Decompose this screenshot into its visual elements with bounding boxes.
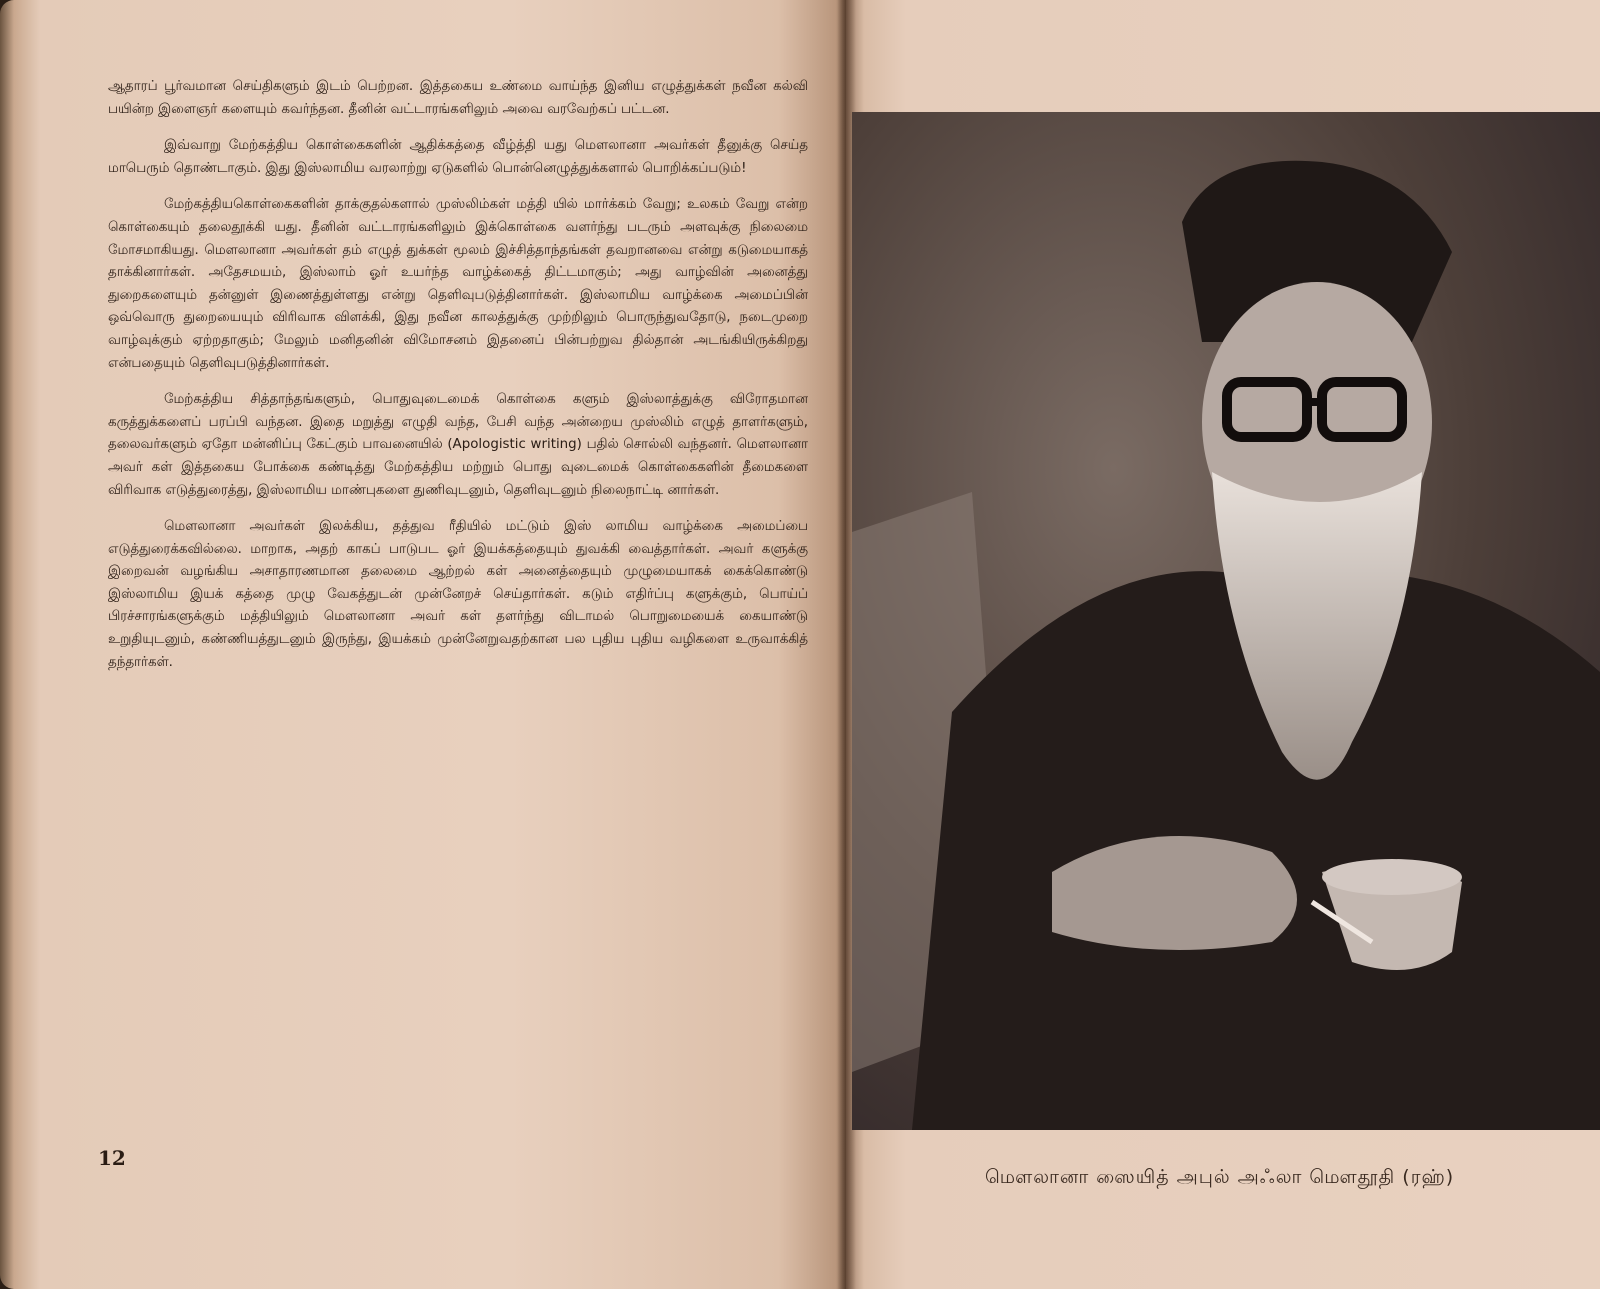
body-text	[108, 76, 808, 688]
paragraph-4: மேற்கத்திய சித்தாந்தங்களும், பொதுவுடைமைக் கொள்கை களும் இஸ்லாத்துக்கு விரோதமான கருத்துக்களைப் பரப்பி வந்தன. இதை மறுத்து எழுதி வந்த, பேசி வந்த அன்றைய முஸ்லிம் எழுத் தாளர்களும், தலைவர்களும் ஏதோ மன்னிப்பு கேட்கும் பாவனையில் (Apologistic writing) பதில் சொல்லி வந்தனர். மௌலானா அவர் கள் இத்தகைய போக்கை கண்டித்து மேற்கத்திய மற்றும் பொது வுடைமைக் கொள்கைகளின் தீமைகளை விரிவாக எடுத்துரைத்து, இஸ்லாமிய மாண்புகளை துணிவுடனும், தெளிவுடனும் நிலைநாட்டி னார்கள்.	[108, 392, 808, 498]
portrait-photo	[852, 112, 1600, 1130]
photo-caption: மௌலானா ஸையித் அபுல் அஃலா மௌதூதி (ரஹ்)	[985, 1166, 1455, 1188]
paragraph-1: ஆதாரப் பூர்வமான செய்திகளும் இடம் பெற்றன. இத்தகைய உண்மை வாய்ந்த இனிய எழுத்துக்கள் நவீன கல்வி பயின்ற இளைஞர் களையும் கவர்ந்தன. தீனின் வட்டாரங்களிலும் அவை வரவேற்கப் பட்டன.	[108, 79, 808, 117]
paragraph-3: மேற்கத்தியகொள்கைகளின் தாக்குதல்களால் முஸ்லிம்கள் மத்தி யில் மார்க்கம் வேறு; உலகம் வேறு என்ற கொள்கையும் தலைதூக்கி யது. தீனின் வட்டாரங்களிலும் இக்கொள்கை வளர்ந்து படரும் அளவுக்கு நிலைமை மோசமாகியது. மௌலானா அவர்கள் தம் எழுத் துக்கள் மூலம் இச்சித்தாந்தங்கள் தவறானவை என்று கடுமையாகத் தாக்கினார்கள். அதேசமயம், இஸ்லாம் ஓர் உயர்ந்த வாழ்க்கைத் திட்டமாகும்; அது வாழ்வின் அனைத்து துறைகளையும் தன்னுள் இணைத்துள்ளது என்று தெளிவுபடுத்தினார்கள். இஸ்லாமிய வாழ்க்கை அமைப்பின் ஒவ்வொரு துறையையும் விரிவாக விளக்கி, இது நவீன காலத்துக்கு முற்றிலும் பொருந்துவதோடு, நடைமுறை வாழ்வுக்கும் ஏற்றதாகும்; மேலும் மனிதனின் விமோசனம் இதனைப் பின்பற்றுவ தில்தான் அடங்கியிருக்கிறது என்பதையும் தெளிவுபடுத்தினார்கள்.	[108, 197, 808, 371]
portrait-photo-image	[852, 112, 1600, 1130]
page-number: 12	[98, 1146, 126, 1170]
paragraph-5: மௌலானா அவர்கள் இலக்கிய, தத்துவ ரீதியில் மட்டும் இஸ் லாமிய வாழ்க்கை அமைப்பை எடுத்துரைக்கவில்லை. மாறாக, அதற் காகப் பாடுபட ஓர் இயக்கத்தையும் துவக்கி வைத்தார்கள். அவர் களுக்கு இறைவன் வழங்கிய அசாதாரணமான தலைமை ஆற்றல் கள் அனைத்தையும் முழுமையாகக் கைக்கொண்டு இஸ்லாமிய இயக் கத்தை முழு வேகத்துடன் முன்னேறச் செய்தார்கள். கடும் எதிர்ப்பு களுக்கும், பொய்ப் பிரச்சாரங்களுக்கும் மத்தியிலும் மௌலானா அவர் கள் தளர்ந்து விடாமல் பொறுமையைக் கையாண்டு உறுதியுடனும், கண்ணியத்துடனும் இருந்து, இயக்கம் முன்னேறுவதற்கான பல புதிய புதிய வழிகளை உருவாக்கித் தந்தார்கள்.	[108, 519, 808, 670]
paragraph-2: இவ்வாறு மேற்கத்திய கொள்கைகளின் ஆதிக்கத்தை வீழ்த்தி யது மௌலானா அவர்கள் தீனுக்கு செய்த மாபெரும் தொண்டாகும். இது இஸ்லாமிய வரலாற்று ஏடுகளில் பொன்னெழுத்துக்களால் பொறிக்கப்படும்!	[108, 138, 808, 176]
